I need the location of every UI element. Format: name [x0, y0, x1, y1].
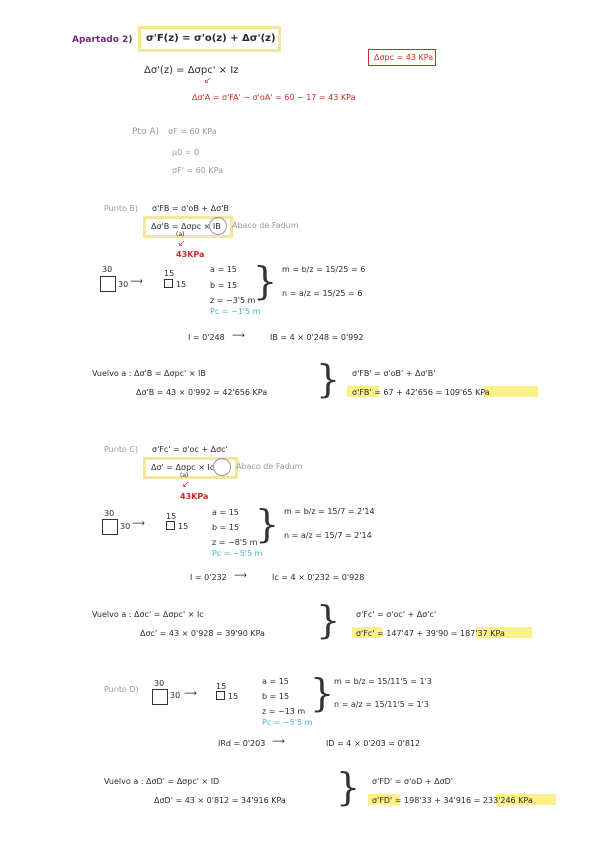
punto-c-43: 43KPa — [180, 492, 209, 501]
punto-d-result2: σ'FD' = 198'33 + 34'916 = 233'246 KPa — [372, 796, 533, 805]
right-arrow-icon: ⟶ — [130, 277, 143, 287]
punto-d-m: m = b/z = 15/11'5 = 1'3 — [334, 677, 432, 686]
brace-icon: } — [253, 259, 278, 303]
circle-mark — [213, 458, 231, 476]
punto-c-I: I = 0'232 — [190, 573, 227, 582]
square-big-top-label: 30 — [102, 265, 113, 274]
punto-b-43: 43KPa — [176, 250, 205, 259]
punto-c-vuelvo2: Δσc' = 43 × 0'928 = 39'90 KPa — [140, 629, 265, 638]
punto-a-line1: σF = 60 KPa — [168, 127, 217, 136]
punto-b-IB: IB = 4 × 0'248 = 0'992 — [270, 333, 364, 342]
punto-d-a: a = 15 — [262, 677, 289, 686]
down-arrow-icon: ↙ — [204, 76, 212, 86]
highlight-mark — [484, 386, 538, 397]
delta-formula: Δσ'(z) = Δσpc' × Iz — [144, 65, 239, 76]
punto-c-z: z = −8'5 m — [212, 538, 258, 547]
punto-d-I: IRd = 0'203 — [218, 739, 266, 748]
square-small-top-label: 15 — [164, 269, 175, 278]
punto-c-sum: σ'Fc' = σ'oc + Δσc' — [152, 445, 228, 454]
square-small-side-label: 15 — [178, 522, 189, 531]
punto-c-sub-a: (a) — [180, 472, 189, 479]
brace-icon: } — [316, 598, 341, 642]
punto-b-result2: σ'FB' = 67 + 42'656 = 109'65 KPa — [352, 388, 490, 397]
punto-b-result1: σ'FB' = σ'oB' + Δσ'B' — [352, 369, 436, 378]
punto-b-I: I = 0'248 — [188, 333, 225, 342]
circle-mark — [209, 217, 227, 235]
punto-d-vuelvo1: Vuelvo a : ΔσD' = Δσpc' × ID — [104, 777, 220, 786]
square-small-top-label: 15 — [166, 512, 177, 521]
punto-c-delta: Δσ' = Δσpc × Ic — [151, 463, 215, 472]
delta-a-formula: Δσ'A = σ'FA' − σ'oA' = 60 − 17 = 43 KPa — [192, 93, 356, 102]
square-small-side-label: 15 — [176, 280, 187, 289]
punto-c-note: Ábaco de Fadum — [236, 462, 303, 471]
red-arrow-icon: ↙ — [178, 239, 186, 249]
brace-icon: } — [336, 765, 361, 809]
punto-d-pc: Pc = −5'5 m — [262, 718, 313, 727]
punto-d-b: b = 15 — [262, 692, 290, 701]
result-box-text: Δσpc = 43 KPa — [374, 53, 434, 62]
punto-b-n: n = a/z = 15/25 = 6 — [282, 289, 363, 298]
punto-c-vuelvo1: Vuelvo a : Δσc' = Δσpc' × Ic — [92, 610, 204, 619]
long-arrow-icon: ⟶ — [232, 331, 245, 341]
punto-b-vuelvo2: Δσ'B = 43 × 0'992 = 42'656 KPa — [136, 388, 268, 397]
punto-c-label: Punto C) — [104, 445, 139, 454]
square-big-top-label: 30 — [154, 679, 165, 688]
punto-b-label: Punto B) — [104, 204, 139, 213]
square-small — [166, 521, 175, 530]
punto-c-Ic: Ic = 4 × 0'232 = 0'928 — [272, 573, 365, 582]
red-arrow-icon: ↙ — [182, 480, 190, 490]
punto-b-m: m = b/z = 15/25 = 6 — [282, 265, 366, 274]
brace-icon: } — [255, 502, 280, 546]
square-big-side-label: 30 — [170, 691, 181, 700]
square-big-top-label: 30 — [104, 509, 115, 518]
punto-b-sub-a: (a) — [176, 231, 185, 238]
punto-c-a: a = 15 — [212, 508, 239, 517]
square-big — [102, 519, 118, 535]
brace-icon: } — [316, 357, 341, 401]
square-big-side-label: 30 — [118, 280, 129, 289]
right-arrow-icon: ⟶ — [184, 689, 197, 699]
punto-a-label: Pto A) — [132, 127, 159, 137]
punto-a-line2: μ0 = 0 — [172, 148, 200, 157]
square-big — [152, 689, 168, 705]
punto-c-b: b = 15 — [212, 523, 240, 532]
punto-c-n: n = a/z = 15/7 = 2'14 — [284, 531, 372, 540]
punto-b-a: a = 15 — [210, 265, 237, 274]
punto-b-sum: σ'FB = σ'oB + Δσ'B — [152, 204, 229, 213]
punto-d-vuelvo2: ΔσD' = 43 × 0'812 = 34'916 KPa — [154, 796, 286, 805]
square-small — [164, 279, 173, 288]
main-formula: σ'F(z) = σ'o(z) + Δσ'(z) — [146, 33, 276, 44]
brace-icon: } — [310, 671, 335, 715]
square-big — [100, 276, 116, 292]
punto-b-pc: Pc = −1'5 m — [210, 307, 261, 316]
right-arrow-icon: ⟶ — [132, 519, 145, 529]
punto-b-note: Ábaco de Fadum — [232, 221, 299, 230]
punto-d-label: Punto D) — [104, 685, 139, 694]
long-arrow-icon: ⟶ — [234, 571, 247, 581]
punto-c-result2: σ'Fc' = 147'47 + 39'90 = 187'37 KPa — [356, 629, 505, 638]
punto-d-ID: ID = 4 × 0'203 = 0'812 — [326, 739, 421, 748]
punto-c-m: m = b/z = 15/7 = 2'14 — [284, 507, 375, 516]
square-small-side-label: 15 — [228, 692, 239, 701]
punto-b-b: b = 15 — [210, 281, 238, 290]
square-big-side-label: 30 — [120, 522, 131, 531]
punto-b-delta: Δσ'B = Δσpc × IB — [151, 222, 221, 231]
punto-d-n: n = a/z = 15/11'5 = 1'3 — [334, 700, 429, 709]
square-small-top-label: 15 — [216, 682, 227, 691]
long-arrow-icon: ⟶ — [272, 737, 285, 747]
apartado-label: Apartado 2) — [72, 35, 133, 45]
punto-d-z: z = −13 m — [262, 707, 306, 716]
punto-d-result1: σ'FD' = σ'oD + ΔσD' — [372, 777, 454, 786]
punto-b-z: z = −3'5 m — [210, 296, 256, 305]
punto-b-vuelvo1: Vuelvo a : Δσ'B = Δσpc' × IB — [92, 369, 206, 378]
punto-a-line3: σF' = 60 KPa — [172, 166, 223, 175]
square-small — [216, 691, 225, 700]
punto-c-result1: σ'Fc' = σ'oc' + Δσ'c' — [356, 610, 437, 619]
punto-c-pc: Pc = −5'5 m — [212, 549, 263, 558]
